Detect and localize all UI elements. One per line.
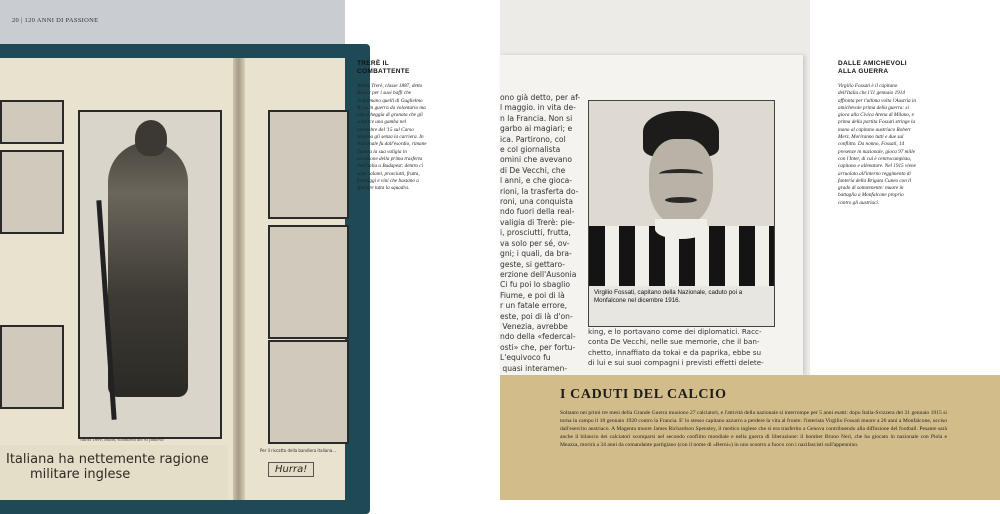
small-photo-frame — [0, 150, 64, 234]
book-page-photo — [500, 0, 810, 375]
sidebar-body: Attilio Trerè, classe 1887, detto Kaiser per i suoi baffi che richiamano quelli di Guglielmo II, va in guerra da volontario ma una scheggia di granata che gli colpisce una gamba nel novembre del '15 sul Carso termina gli senza la carriera. In Nazionale fu dall'esordio, rimane famosa la sua valigia in occasione della prima trasferta dell'Italia a Budapest: dentro ci sono salami, prosciutti, frutta, formaggi e vini che bastano a sfamare tutta la squadra. — [357, 83, 427, 192]
caduti-body: Soltanto nei primi tre mesi della Grande Guerra muoiono 27 calciatori, e l'attività della nazionale si interrompe per 5 anni esatti: dopo Italia-Svizzera del 31 gennaio 1915 si torna in campo il 18 gennaio 1920 contro la Francia. E' lo stesso capitano azzurro a perdere la vita al fronte: l'interista Virgilio Fossati muore a 26 anni a Monfalcone, ucciso dall'esercito austriaco. A Magenta muore James Richardson Spensley, il medico inglese che si era trasferito a Genova contribuendo alla diffusione del football. Pesante sarà anche il bilancio dei calciatori scomparsi nel secondo conflitto mondiale e nella guerra di liberazione: il bomber Bruno Neri, che ha giocato in nazionale con Piola e Meazza, morirà a 34 anni da comandante partigiano (con il nome di «Berni») in uno scontro a fuoco con i nazifascisti sull'appennino. — [560, 410, 947, 449]
small-photo-frame — [0, 100, 64, 144]
right-page — [500, 0, 1000, 500]
soldier-head — [135, 120, 167, 156]
portrait-caption: Virgilio Fossati, capitano della Nazionale, caduto poi a Monfalcone nel dicembre 1916. — [594, 289, 743, 305]
caduti-title: I CADUTI DEL CALCIO — [560, 387, 727, 402]
left-page — [0, 0, 500, 500]
soldier-caption: Attilio Trerè, Milan, volontario del 93 fanteria — [80, 437, 164, 442]
small-photo-frame — [268, 340, 349, 444]
page-header: 20 | 120 ANNI DI PASSIONE — [12, 17, 99, 24]
small-photo-frame — [268, 225, 349, 339]
sidebar-title: DALLE AMICHEVOLI ALLA GUERRA — [838, 60, 907, 75]
soldier-photo — [78, 110, 222, 439]
old-book-photo — [0, 0, 345, 500]
book-column-text: ono già detto, per af- l maggio. in vita de- n la Francia. Non si garbo ai magiari; e ica. Partirono, col e col giornalista omini che avevano di De Vecchi, che l anni, e che gioca- rioni, la trasferta do- roni, una conquista ndo fuori della real- valigia di Trerè: pie- i, prosciutti, frutta, va solo per sé, ov- gni; i quali, da bra- geste, si gettaro- erzione dell'Ausonia Ci fu poi lo sbaglio Fiume, e poi di là r un fatale errore, este, poi di là d'on- Venezia, avrebbe ndo della «federcal- osti» che, per fortu- L'equivoco fu quasi interamen- — [500, 93, 581, 373]
hurra-text: Hurra! — [268, 462, 314, 477]
old-headline-2: militare inglese — [30, 467, 131, 482]
portrait-moustache — [665, 197, 697, 203]
portrait-face — [649, 139, 713, 225]
fossati-portrait — [588, 100, 775, 327]
book-bottom-text: king, e lo portavano come dei diplomatici. Racc- conta De Vecchi, nelle sue memorie, che il ban- chetto, innaffiato da tokai e da paprika, ebbe su di lui e sui suoi compagni i previsti effetti delete- — [588, 327, 764, 368]
sidebar-fossati — [838, 60, 916, 207]
sidebar-trere — [357, 60, 427, 192]
jersey-collar — [655, 219, 707, 239]
old-headline-1: Italiana ha nettemente ragione — [6, 452, 209, 467]
portrait-eyes — [659, 169, 703, 179]
sidebar-title: TRERÈ IL COMBATTENTE — [357, 60, 410, 75]
small-photo-frame — [268, 110, 349, 219]
old-bottom-caption: Per il riscatto della bandiera italiana... — [260, 448, 337, 453]
soldier-figure — [108, 142, 188, 397]
caduti-box — [500, 375, 1000, 500]
book-gutter — [233, 58, 245, 500]
sidebar-body: Virgilio Fossati è il capitano dell'Italia che l'11 gennaio 1914 affronta per l'ultima volta l'Austria in amichevole prima della guerra: si gioca alla Civica Arena di Milano, e prima della partita Fossati stringe la mano al capitano austriaco Robert Merz. Moriranno tutti e due sul conflitto. Da nonno, Fossati, 14 presenze in nazionale, gioca 97 mille con l'Inter, di cui è centrocampista, capitano e allenatore. Nel 1915 viene arruolato all'interno reggimento di fanteria della Brigata Cuneo con il grado di sottotenente: muore in battaglia a Monfalcone proprio contro gli austriaci. — [838, 83, 916, 206]
small-photo-frame — [0, 325, 64, 409]
book-sheet — [500, 55, 803, 375]
